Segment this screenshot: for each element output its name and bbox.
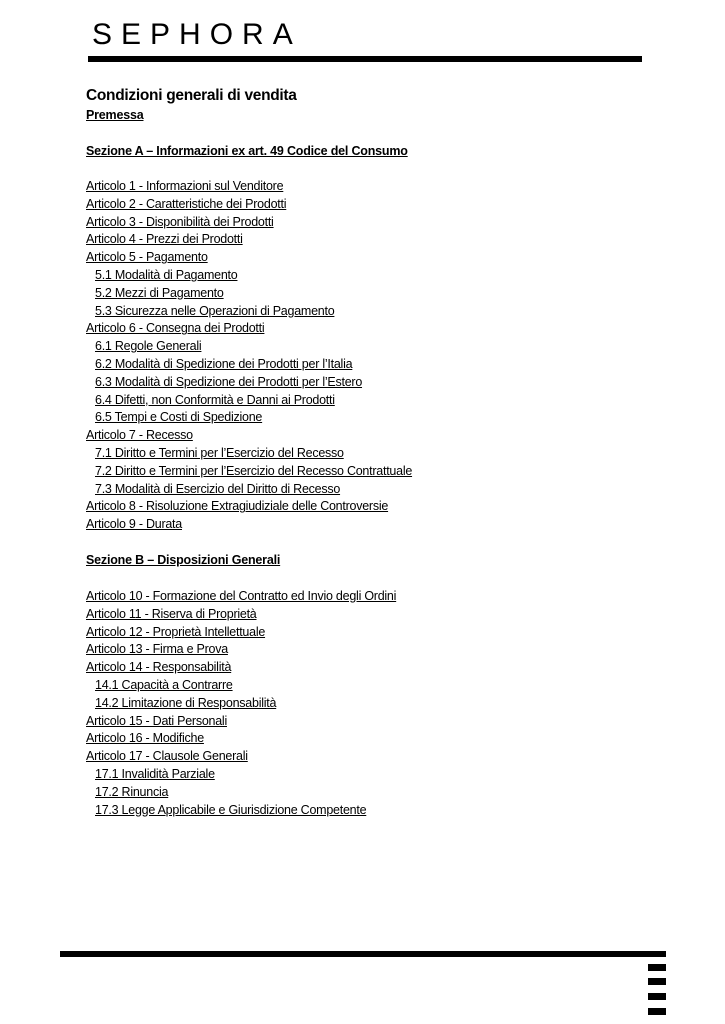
toc-subsection-link[interactable]: 14.2 Limitazione di Responsabilità [95, 695, 277, 710]
toc-article-link[interactable]: Articolo 2 - Caratteristiche dei Prodotti [86, 196, 287, 211]
toc-article-link[interactable]: Articolo 4 - Prezzi dei Prodotti [86, 232, 243, 247]
toc-item [86, 338, 412, 356]
toc-item [86, 748, 396, 766]
footer-stripe [648, 993, 666, 1000]
toc-subsection-link[interactable]: 5.3 Sicurezza nelle Operazioni di Pagamento [95, 303, 335, 318]
toc-item [86, 498, 412, 516]
toc-subsection-link[interactable]: 7.3 Modalità di Esercizio del Diritto di Recesso [95, 481, 341, 496]
toc-article-link[interactable]: Articolo 17 - Clausole Generali [86, 749, 248, 764]
toc-subsection-link[interactable]: 6.4 Difetti, non Conformità e Danni ai Prodotti [95, 392, 335, 407]
toc-subsection-link[interactable]: 17.2 Rinuncia [95, 784, 169, 799]
footer-stripe [648, 964, 666, 971]
toc-article-link[interactable]: Articolo 8 - Risoluzione Extragiudiziale delle Controversie [86, 499, 389, 514]
section-a-heading[interactable]: Sezione A – Informazioni ex art. 49 Codice del Consumo [86, 144, 408, 158]
toc-item [86, 374, 412, 392]
section-a-toc [86, 178, 412, 534]
toc-subsection-link[interactable]: 14.1 Capacità a Contrarre [95, 677, 233, 692]
section-b-heading[interactable]: Sezione B – Disposizioni Generali [86, 553, 281, 567]
toc-item [86, 677, 396, 695]
toc-item [86, 303, 412, 321]
toc-article-link[interactable]: Articolo 6 - Consegna dei Prodotti [86, 321, 265, 336]
toc-item [86, 802, 396, 820]
toc-article-link[interactable]: Articolo 3 - Disponibilità dei Prodotti [86, 214, 274, 229]
footer-stripe [648, 1008, 666, 1015]
toc-article-link[interactable]: Articolo 5 - Pagamento [86, 250, 208, 265]
toc-item [86, 409, 412, 427]
toc-item [86, 427, 412, 445]
toc-item [86, 445, 412, 463]
toc-item [86, 695, 396, 713]
toc-article-link[interactable]: Articolo 1 - Informazioni sul Venditore [86, 179, 284, 193]
link-premessa[interactable]: Premessa [86, 108, 144, 122]
toc-subsection-link[interactable]: 17.3 Legge Applicabile e Giurisdizione Competente [95, 802, 367, 817]
toc-item [86, 285, 412, 303]
toc-item [86, 231, 412, 249]
toc-item [86, 606, 396, 624]
toc-article-link[interactable]: Articolo 10 - Formazione del Contratto ed Invio degli Ordini [86, 589, 397, 603]
toc-item [86, 214, 412, 232]
toc-subsection-link[interactable]: 17.1 Invalidità Parziale [95, 766, 215, 781]
toc-article-link[interactable]: Articolo 16 - Modifiche [86, 731, 204, 746]
toc-item [86, 463, 412, 481]
toc-item [86, 641, 396, 659]
toc-item [86, 713, 396, 731]
toc-item [86, 481, 412, 499]
toc-item [86, 730, 396, 748]
toc-item [86, 392, 412, 410]
toc-item [86, 178, 412, 196]
toc-item [86, 356, 412, 374]
toc-item [86, 624, 396, 642]
toc-subsection-link[interactable]: 7.2 Diritto e Termini per l’Esercizio del Recesso Contrattuale [95, 463, 413, 478]
sephora-logo: SEPHORA [92, 18, 302, 51]
toc-subsection-link[interactable]: 6.1 Regole Generali [95, 339, 202, 354]
toc-subsection-link[interactable]: 5.1 Modalità di Pagamento [95, 267, 238, 282]
toc-item [86, 196, 412, 214]
toc-article-link[interactable]: Articolo 14 - Responsabilità [86, 660, 232, 675]
section-b-toc [86, 588, 396, 819]
toc-item [86, 588, 396, 606]
footer-stripe [648, 978, 666, 985]
toc-subsection-link[interactable]: 7.1 Diritto e Termini per l’Esercizio del Recesso [95, 445, 344, 460]
toc-article-link[interactable]: Articolo 13 - Firma e Prova [86, 642, 228, 657]
footer-divider [60, 951, 666, 957]
header-divider [88, 56, 642, 62]
toc-article-link[interactable]: Articolo 12 - Proprietà Intellettuale [86, 624, 266, 639]
toc-item [86, 267, 412, 285]
toc-item [86, 249, 412, 267]
toc-item [86, 766, 396, 784]
toc-article-link[interactable]: Articolo 9 - Durata [86, 517, 182, 532]
page-title: Condizioni generali di vendita [86, 87, 297, 104]
toc-item [86, 320, 412, 338]
toc-item [86, 659, 396, 677]
toc-article-link[interactable]: Articolo 7 - Recesso [86, 428, 193, 443]
toc-article-link[interactable]: Articolo 11 - Riserva di Proprietà [86, 606, 257, 621]
toc-item [86, 784, 396, 802]
toc-subsection-link[interactable]: 6.5 Tempi e Costi di Spedizione [95, 410, 263, 425]
toc-subsection-link[interactable]: 5.2 Mezzi di Pagamento [95, 285, 224, 300]
toc-item [86, 516, 412, 534]
toc-subsection-link[interactable]: 6.3 Modalità di Spedizione dei Prodotti per l’Estero [95, 374, 363, 389]
toc-article-link[interactable]: Articolo 15 - Dati Personali [86, 713, 227, 728]
toc-subsection-link[interactable]: 6.2 Modalità di Spedizione dei Prodotti per l’Italia [95, 356, 353, 371]
